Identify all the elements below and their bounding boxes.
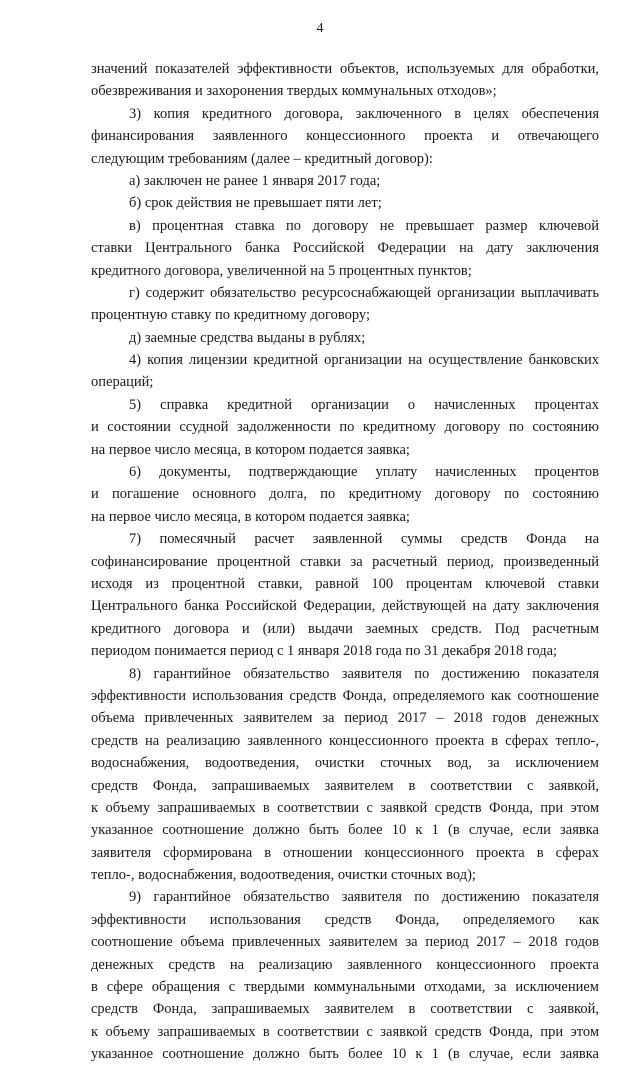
text-line: процентную ставку по кредитному договору; bbox=[91, 307, 371, 324]
text-line: 5) справка кредитной организации о начисленных процентах bbox=[129, 396, 599, 413]
text-line: в сфере обращения с твердыми коммунальными отходами, за исключением bbox=[91, 979, 599, 996]
text-line: эффективности использования средств Фонда, определяемого как bbox=[91, 911, 599, 928]
text-line: значений показателей эффективности объектов, используемых для обработки, bbox=[91, 61, 599, 77]
text-line: указанное соотношение должно быть более 10 к 1 (в случае, если заявка bbox=[91, 1046, 599, 1063]
text-line: исходя из процентной ставки, равной 100 процентам ключевой ставки bbox=[91, 575, 599, 592]
text-line: на первое число месяца, в котором подается заявка; bbox=[91, 441, 410, 458]
text-line: соотношение объема привлеченных заявителем за период 2017 – 2018 годов bbox=[91, 934, 599, 951]
text-line: Центрального банка Российской Федерации, действующей на дату заключения bbox=[91, 598, 599, 615]
page-number: 4 bbox=[316, 21, 324, 36]
text-line: заявителя сформирована в отношении концессионного проекта в сферах bbox=[91, 844, 599, 861]
text-line: ставки Центрального банка Российской Федерации на дату заключения bbox=[91, 240, 599, 257]
text-line: следующим требованиям (далее – кредитный договор): bbox=[91, 150, 433, 167]
text-line: средств Фонда, запрашиваемых заявителем в соответствии с заявкой, bbox=[91, 1001, 599, 1018]
text-line: указанное соотношение должно быть более 10 к 1 (в случае, если заявка bbox=[91, 822, 599, 839]
text-line: кредитного договора и (или) выдачи заемных средств. Под расчетным bbox=[91, 620, 599, 637]
text-line: тепло-, водоснабжения, водоотведения, очистки сточных вод); bbox=[91, 867, 476, 884]
text-line: средств Фонда, запрашиваемых заявителем в соответствии с заявкой, bbox=[91, 777, 599, 794]
text-line: 6) документы, подтверждающие уплату начисленных процентов bbox=[129, 464, 599, 481]
text-line: эффективности использования средств Фонда, определяемого как соотношение bbox=[91, 687, 599, 704]
text-line: на первое число месяца, в котором подается заявка; bbox=[91, 508, 410, 525]
text-line: объема привлеченных заявителем за период 2017 – 2018 годов денежных bbox=[91, 710, 599, 727]
text-line: 3) копия кредитного договора, заключенного в целях обеспечения bbox=[129, 105, 599, 122]
document-body bbox=[91, 58, 599, 1066]
text-line: 7) помесячный расчет заявленной суммы средств Фонда на bbox=[129, 531, 599, 548]
text-line: к объему запрашиваемых в соответствии с заявкой средств Фонда, при этом bbox=[91, 1023, 599, 1040]
text-line: средств на реализацию заявленного концессионного проекта в сферах тепло-, bbox=[91, 732, 599, 749]
text-line: г) содержит обязательство ресурсоснабжающей организации выплачивать bbox=[129, 284, 599, 301]
text-line: обезвреживания и захоронения твердых коммунальных отходов»; bbox=[91, 83, 497, 100]
text-line: 8) гарантийное обязательство заявителя по достижению показателя bbox=[129, 665, 599, 682]
text-line: д) заемные средства выданы в рублях; bbox=[129, 329, 366, 346]
text-line: и погашение основного долга, по кредитному договору по состоянию bbox=[91, 486, 599, 503]
text-line: операций; bbox=[91, 374, 154, 391]
text-line: 4) копия лицензии кредитной организации на осуществление банковских bbox=[129, 352, 599, 369]
text-line: а) заключен не ранее 1 января 2017 года; bbox=[129, 172, 381, 189]
text-line: финансирования заявленного концессионного проекта и отвечающего bbox=[91, 128, 599, 145]
text-line: кредитного договора, увеличенной на 5 процентных пунктов; bbox=[91, 262, 472, 279]
text-line: в) процентная ставка по договору не превышает размер ключевой bbox=[129, 217, 599, 234]
text-line: к объему запрашиваемых в соответствии с заявкой средств Фонда, при этом bbox=[91, 799, 599, 816]
text-line: и состоянии ссудной задолженности по кредитному договору по состоянию bbox=[91, 419, 599, 436]
text-line: периодом понимается период с 1 января 2018 года по 31 декабря 2018 года; bbox=[91, 643, 558, 660]
text-line: б) срок действия не превышает пяти лет; bbox=[129, 195, 382, 212]
text-line: водоснабжения, водоотведения, очистки сточных вод, за исключением bbox=[91, 755, 599, 772]
text-line: 9) гарантийное обязательство заявителя по достижению показателя bbox=[129, 889, 599, 906]
text-line: софинансирование процентной ставки за расчетный период, произведенный bbox=[91, 553, 599, 570]
text-line: денежных средств на реализацию заявленного концессионного проекта bbox=[91, 956, 599, 973]
